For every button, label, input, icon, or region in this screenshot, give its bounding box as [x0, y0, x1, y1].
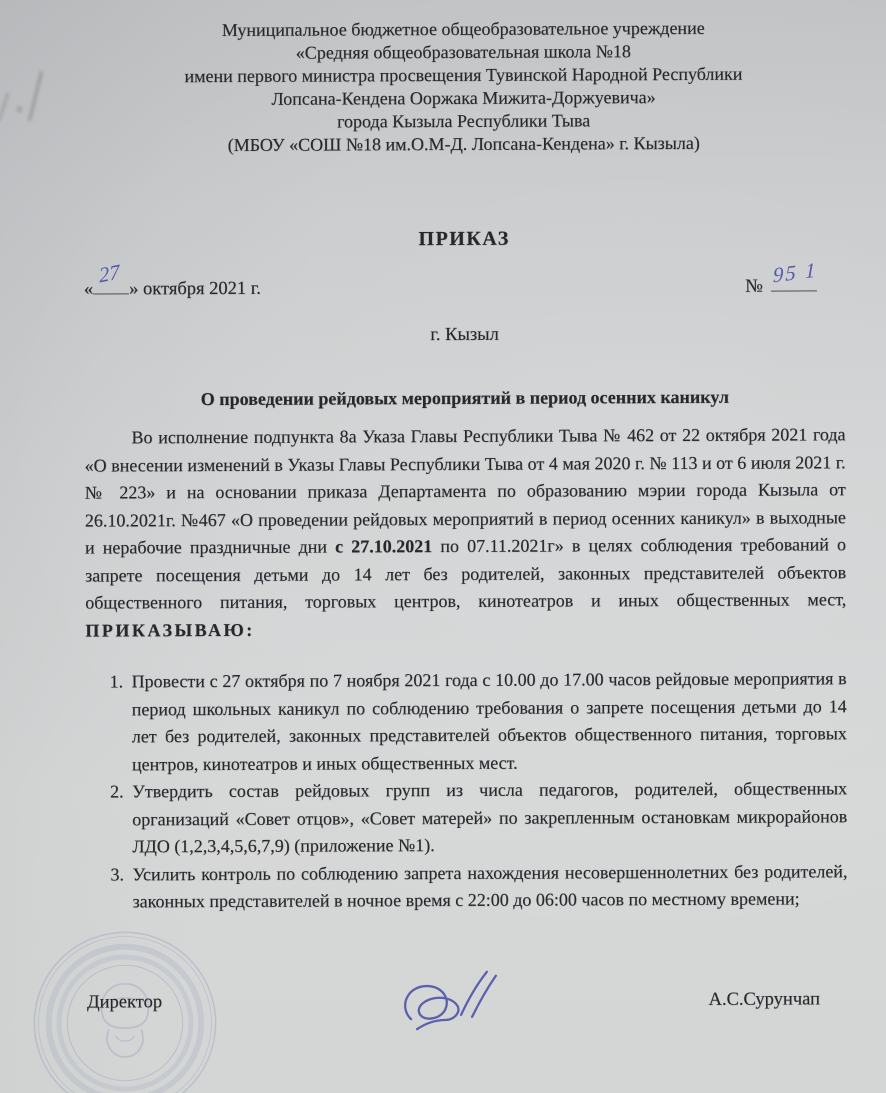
intro-paragraph — [84, 421, 846, 644]
order-item-text: Усилить контроль по соблюдению запрета нахождения несовершеннолетних без родителей, законных представителей в ночное время с 22:00 до 06:00 часов по местному времени; — [132, 860, 848, 912]
order-number-line — [745, 257, 845, 297]
signer-role: Директор — [86, 992, 163, 1013]
date-open-quote: « — [83, 279, 94, 300]
handwritten-number: 95 1 — [772, 257, 818, 288]
order-item — [128, 665, 847, 778]
order-item-text: Утвердить состав рейдовых групп из числа педагогов, родителей, общественных организаций «Совет отцов», «Совет матерей» по закрепленным остановкам микрорайонов ЛДО (1,2,3,4,5,6,7,9) (приложение №1). — [132, 778, 848, 857]
subject-line: О проведении рейдовых мероприятий в период осенних каникул — [200, 386, 730, 410]
number-blank — [771, 257, 818, 291]
org-header-line: города Кызыла Республики Тыва — [337, 110, 591, 132]
city-line: г. Кызыл — [430, 324, 499, 346]
org-header-line: Муниципальное бюджетное общеобразовательное учреждение — [221, 17, 705, 40]
signature-row — [87, 965, 848, 1038]
intro-text: Во исполнение подпункта 8а Указа Главы Республики Тыва № 462 от 22 октября 2021 года «О внесении изменений в Указы Главы Республики Тыва от 4 мая 2020 г. № 113 и от 6 июля 2021 г. № 223» и на основании приказа Департамента по образованию мэрии города Кызыла от 26.10.2021г. №467 «О проведении рейдовых мероприятий в период осенних каникул» в выходные и нерабочие праздничные дни — [84, 424, 846, 558]
organization-header — [83, 16, 845, 157]
handwritten-day: 27 — [98, 259, 121, 288]
org-header-line: Лопсана-Кендена Ооржака Мижита-Доржуевича» — [271, 87, 656, 109]
date-line — [83, 259, 261, 301]
signer-name: А.С.Сурунчап — [708, 989, 821, 1010]
order-item — [128, 858, 847, 916]
order-item-text: Провести с 27 октября по 7 ноября 2021 года с 10.00 до 17.00 часов рейдовые мероприятия в период школьных каникул по соблюдению требования о запрете посещения детьми до 14 лет без родителей, законных представителей объектов общественного питания, торговых центров, кинотеатров и иных общественных мест. — [131, 668, 847, 774]
org-header-line: (МБОУ «СОШ №18 им.О.М-Д. Лопсана-Кендена» г. Кызыла) — [227, 132, 700, 155]
date-blank — [93, 259, 129, 294]
org-header-line: имени первого министра просвещения Тувинской Народной Республики — [184, 63, 743, 87]
date-number-row — [83, 257, 845, 300]
intro-text: по 07.11.2021г» в целях соблюдения требований о запрете посещения детьми до 14 лет без родителей, законных представителей объектов общественного питания, торговых центров, кинотеатров и иных общественных мест, — [85, 534, 847, 613]
number-label: № — [745, 276, 763, 297]
order-keyword: ПРИКАЗЫВАЮ: — [85, 619, 255, 641]
date-text: » октября 2021 г. — [129, 278, 261, 300]
intro-bold-dates: с 27.10.2021 — [335, 536, 433, 557]
handwritten-signature-icon — [395, 966, 515, 1037]
order-items-list — [86, 665, 848, 916]
org-header-line: «Средняя общеобразовательная школа №18 — [295, 41, 631, 63]
document-title: ПРИКАЗ — [418, 227, 510, 251]
order-item — [128, 775, 847, 861]
